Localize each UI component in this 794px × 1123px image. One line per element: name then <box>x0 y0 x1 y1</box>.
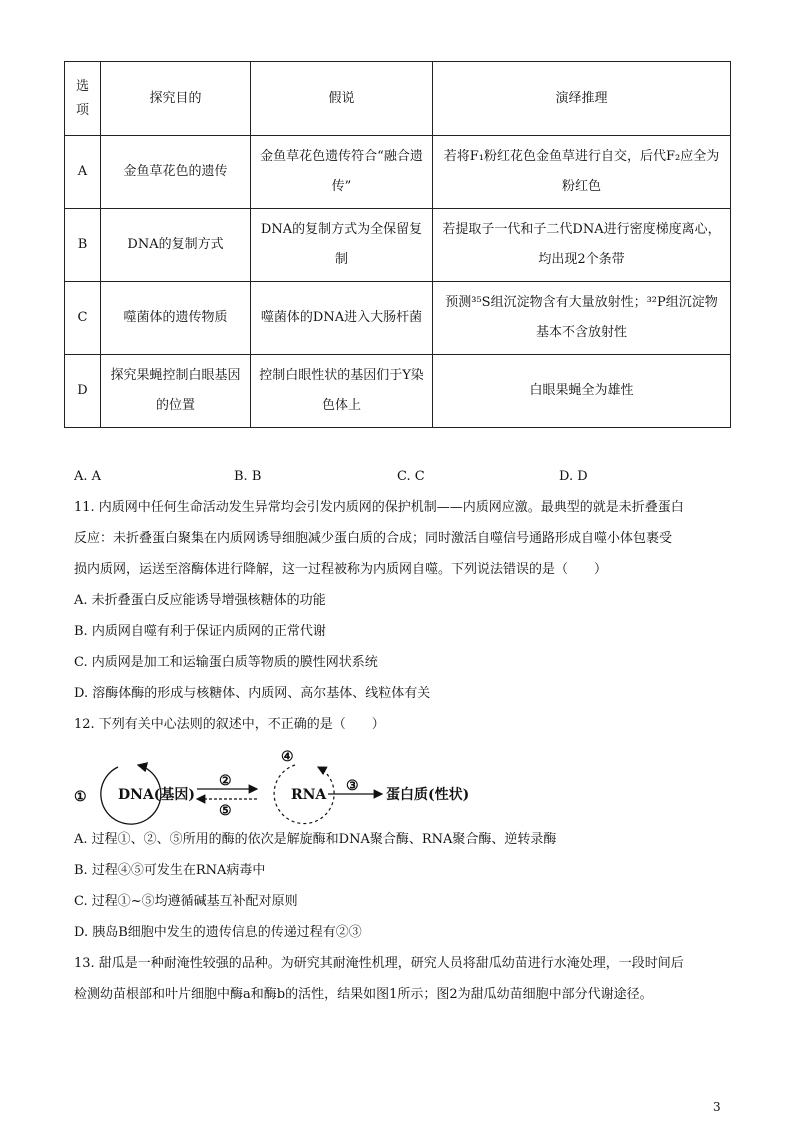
q12-option-a: A. 过程①、②、⑤所用的酶的依次是解旋酶和DNA聚合酶、RNA聚合酶、逆转录酶 <box>74 832 557 847</box>
q11-stem-line2: 反应：未折叠蛋白聚集在内质网诱导细胞减少蛋白质的合成；同时激活自噬信号通路形成自噬小体包裹受 <box>74 531 673 546</box>
row-goal: 探究果蝇控制白眼基因的位置 <box>101 355 251 428</box>
q13-stem-line1: 13. 甜瓜是一种耐淹性较强的品种。为研究其耐淹性机理，研究人员将甜瓜幼苗进行水淹处理，一段时间后 <box>74 956 684 971</box>
row-hypothesis: 控制白眼性状的基因们于Y染色体上 <box>251 355 433 428</box>
dna-label: DNA(基因) <box>118 787 196 803</box>
table-row <box>65 355 731 428</box>
q10-option-b: B. B <box>234 469 262 484</box>
table-row <box>65 136 731 209</box>
central-dogma-diagram <box>70 745 490 825</box>
q11-option-d: D. 溶酶体酶的形成与核糖体、内质网、高尔基体、线粒体有关 <box>74 686 431 701</box>
table-row <box>65 282 731 355</box>
q12-option-b: B. 过程④⑤可发生在RNA病毒中 <box>74 863 266 878</box>
table-row <box>65 209 731 282</box>
header-goal: 探究目的 <box>101 62 251 136</box>
q12-stem: 12. 下列有关中心法则的叙述中，不正确的是（ ） <box>74 717 385 732</box>
label-circle-2: ② <box>219 773 232 789</box>
q13-stem-line2: 检测幼苗根部和叶片细胞中酶a和酶b的活性，结果如图1所示；图2为甜瓜幼苗细胞中部分代谢途径。 <box>74 987 653 1002</box>
row-goal: 金鱼草花色的遗传 <box>101 136 251 209</box>
rna-label: RNA <box>291 787 327 803</box>
label-circle-1: ① <box>74 789 87 805</box>
label-circle-4: ④ <box>281 749 294 765</box>
row-goal: DNA的复制方式 <box>101 209 251 282</box>
q10-option-d: D. D <box>559 469 588 484</box>
protein-label: 蛋白质(性状) <box>386 787 470 803</box>
header-option: 选 项 <box>65 62 101 136</box>
row-hypothesis: 金鱼草花色遗传符合“融合遗传” <box>251 136 433 209</box>
row-option: B <box>65 209 101 282</box>
page-number: 3 <box>713 1100 721 1114</box>
label-circle-5: ⑤ <box>219 803 232 819</box>
row-hypothesis: 噬菌体的DNA进入大肠杆菌 <box>251 282 433 355</box>
q11-stem-line3: 损内质网，运送至溶酶体进行降解，这一过程被称为内质网自噬。下列说法错误的是（ ） <box>74 562 608 577</box>
row-deduction: 若将F₁粉红花色金鱼草进行自交，后代F₂应全为粉红色 <box>433 136 731 209</box>
row-option: A <box>65 136 101 209</box>
q12-option-c: C. 过程①~⑤均遵循碱基互补配对原则 <box>74 894 298 909</box>
row-deduction: 若提取子一代和子二代DNA进行密度梯度离心，均出现2个条带 <box>433 209 731 282</box>
question-10-table <box>64 61 731 428</box>
row-deduction: 白眼果蝇全为雄性 <box>433 355 731 428</box>
header-deduction: 演绎推理 <box>433 62 731 136</box>
q10-option-a: A. A <box>74 469 102 484</box>
row-goal: 噬菌体的遗传物质 <box>101 282 251 355</box>
header-hypothesis: 假说 <box>251 62 433 136</box>
row-deduction: 预测³⁵S组沉淀物含有大量放射性；³²P组沉淀物基本不含放射性 <box>433 282 731 355</box>
table-header-row <box>65 62 731 136</box>
q11-option-b: B. 内质网自噬有利于保证内质网的正常代谢 <box>74 624 326 639</box>
q12-option-d: D. 胰岛B细胞中发生的遗传信息的传递过程有②③ <box>74 925 362 940</box>
row-option: C <box>65 282 101 355</box>
q11-option-c: C. 内质网是加工和运输蛋白质等物质的膜性网状系统 <box>74 655 378 670</box>
q10-option-c: C. C <box>397 469 425 484</box>
label-circle-3: ③ <box>346 778 359 794</box>
row-option: D <box>65 355 101 428</box>
q11-stem-line1: 11. 内质网中任何生命活动发生异常均会引发内质网的保护机制——内质网应激。最典型的就是未折叠蛋白 <box>74 500 684 515</box>
q11-option-a: A. 未折叠蛋白反应能诱导增强核糖体的功能 <box>74 593 326 608</box>
row-hypothesis: DNA的复制方式为全保留复制 <box>251 209 433 282</box>
